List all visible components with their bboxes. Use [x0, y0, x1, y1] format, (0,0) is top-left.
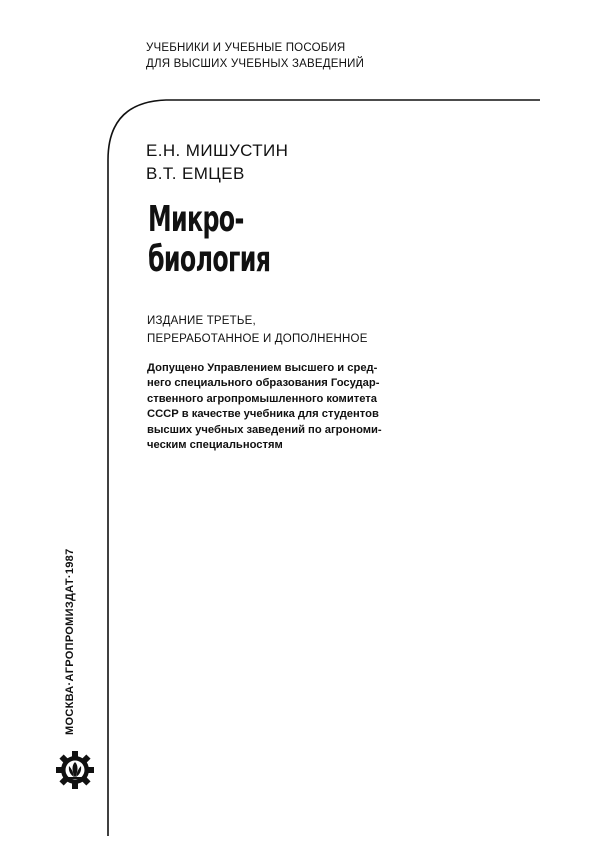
publisher-gear-emblem-icon	[55, 750, 95, 790]
approval-line-1: Допущено Управлением высшего и сред-	[147, 362, 378, 374]
authors-block	[146, 139, 288, 185]
title-line-2: биология	[148, 239, 271, 280]
approval-statement	[147, 361, 462, 453]
approval-line-2: него специального образования Государ-	[147, 377, 380, 390]
approval-line-6: ческим специальностям	[147, 439, 283, 452]
publisher-imprint: МОСКВА·АГРОПРОМИЗДАТ·1987	[64, 548, 76, 735]
title-line-1: Микро-	[148, 199, 244, 240]
series-line-1: УЧЕБНИКИ И УЧЕБНЫЕ ПОСОБИЯ	[146, 42, 346, 54]
approval-line-4: СССР в качестве учебника для студентов	[147, 408, 379, 421]
edition-info	[147, 312, 368, 348]
approval-line-3: ственного агропромышленного комитета	[147, 392, 377, 405]
author-2: В.Т. ЕМЦЕВ	[146, 164, 245, 183]
edition-line-2: ПЕРЕРАБОТАННОЕ И ДОПОЛНЕННОЕ	[147, 333, 368, 345]
book-title	[148, 200, 270, 280]
author-1: Е.Н. МИШУСТИН	[146, 141, 289, 160]
edition-line-1: ИЗДАНИЕ ТРЕТЬЕ,	[147, 315, 256, 327]
series-line-2: ДЛЯ ВЫСШИХ УЧЕБНЫХ ЗАВЕДЕНИЙ	[146, 58, 365, 70]
approval-line-5: высших учебных заведений по агрономи-	[147, 423, 382, 436]
